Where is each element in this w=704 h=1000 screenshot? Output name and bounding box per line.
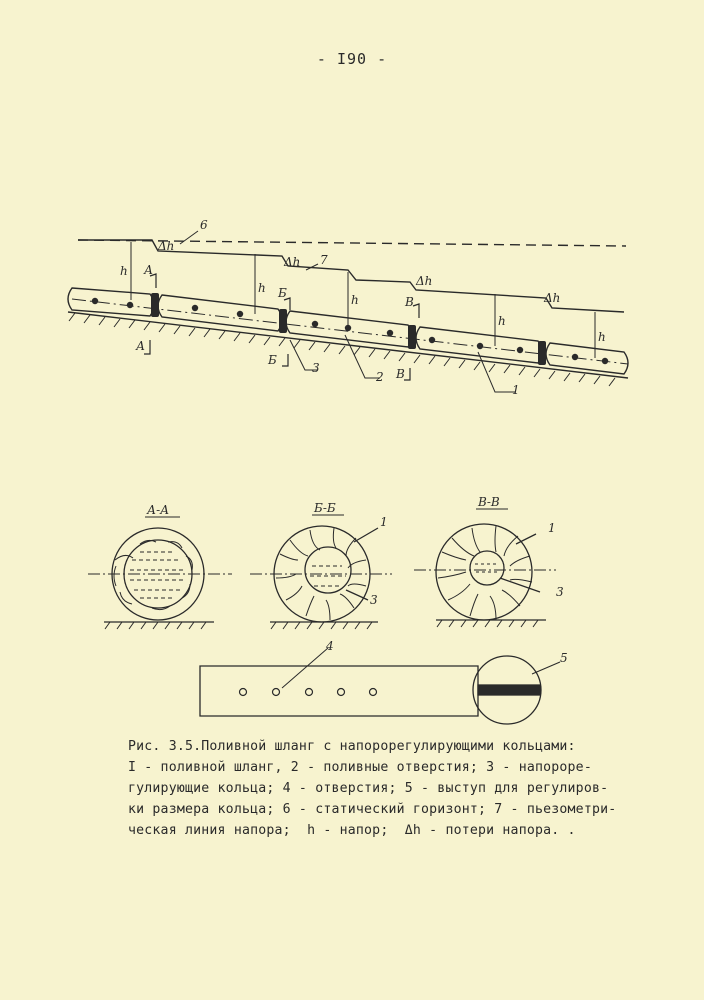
label-dh-2: Δh [284,255,301,269]
label-num-2: 2 [376,370,384,384]
label-dh-4: Δh [544,291,561,305]
label-b-num-3: 3 [370,593,378,607]
label-cut-a-top: А [144,263,154,277]
label-b-num-1: 1 [380,515,388,529]
label-h-4: h [498,314,506,328]
label-v-num-3: 3 [556,585,564,599]
caption-line-5: ческая линия напора; h - напор; Δh - потери напора. . [128,823,576,838]
section-title-a-a: А-А [147,503,170,517]
caption-line-3: гулирующие кольца; 4 - отверстия; 5 - выступ для регулиров- [128,781,609,796]
figure-caption [128,736,628,841]
label-piezometric-line: 7 [320,253,328,267]
label-dh-1: Δh [158,239,175,253]
ground-hatching [69,313,615,386]
label-cut-a-bottom: А [136,339,146,353]
label-strip-num-4: 4 [326,639,334,653]
section-b-b [250,526,392,629]
label-h-3: h [351,293,359,307]
ring-strip [200,648,560,724]
caption-line-2: I - поливной шланг, 2 - поливные отверстия; 3 - напороре- [128,760,592,775]
label-h-2: h [258,281,266,295]
label-cut-b-bottom: Б [268,353,277,367]
label-static-horizon: 6 [200,218,208,232]
label-num-1: 1 [512,383,520,397]
label-num-3: 3 [312,361,320,375]
irrigation-holes [92,298,608,364]
caption-line-4: ки размера кольца; 6 - статический горизонт; 7 - пьезометри- [128,802,617,817]
label-strip-num-5: 5 [560,651,568,665]
caption-line-1: Рис. 3.5.Поливной шланг с напорорегулирующими кольцами: [128,739,576,754]
label-h-1: h [120,264,128,278]
label-cut-v-top: В [405,295,414,309]
label-dh-3: Δh [416,274,433,288]
section-a-a [88,528,232,629]
page-number: - I90 - [316,50,388,68]
section-title-v-v: В-В [478,495,500,509]
label-cut-v-bottom: В [396,367,405,381]
section-title-b-b: Б-Б [314,501,336,515]
label-h-5: h [598,330,606,344]
section-v-v [414,524,556,627]
label-cut-b-top: Б [278,286,287,300]
label-v-num-1: 1 [548,521,556,535]
